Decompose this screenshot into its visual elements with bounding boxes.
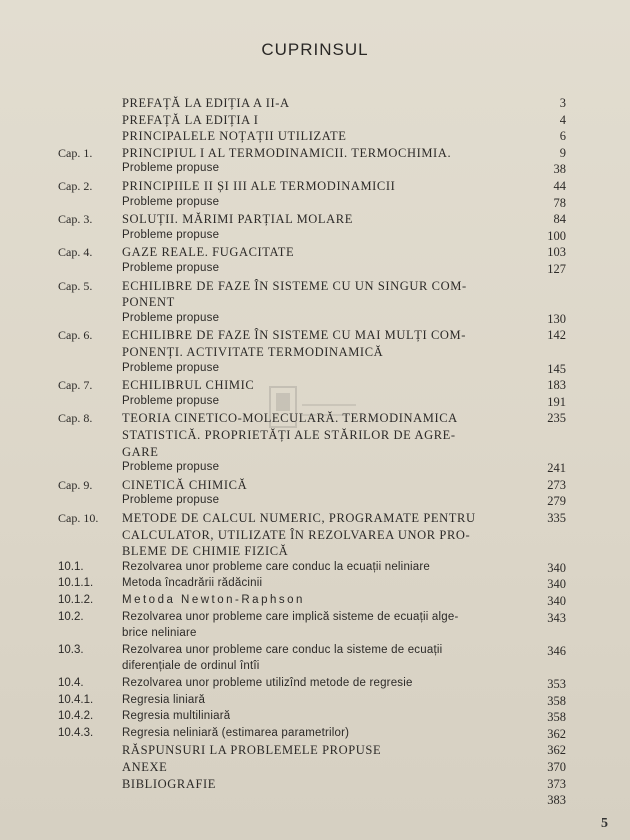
toc-row [0, 727, 630, 745]
entry-title: CINETICĂ CHIMICĂ [122, 477, 248, 492]
toc-row [0, 262, 630, 280]
watermark-logo [268, 385, 358, 445]
page-number: 362 [547, 726, 566, 741]
section-number: 10.1.1. [58, 577, 94, 590]
entry-title: brice neliniare [122, 627, 197, 640]
chapter-number: Cap. 5. [58, 278, 93, 293]
chapter-number: Cap. 1. [58, 145, 93, 160]
chapter-number: Cap. 3. [58, 212, 93, 227]
toc-row [0, 660, 630, 678]
page-number: 358 [547, 710, 566, 725]
entry-title: Probleme propuse [122, 228, 220, 241]
section-number: 10.4.3. [58, 726, 94, 739]
toc-row [0, 461, 630, 479]
entry-title: Probleme propuse [122, 461, 220, 474]
toc-row [0, 328, 630, 346]
entry-title: GARE [122, 444, 159, 459]
page-number: 130 [547, 311, 566, 326]
toc-row [0, 196, 630, 214]
page-number: 241 [547, 461, 566, 476]
toc-row [0, 710, 630, 728]
toc-row [0, 528, 630, 546]
page-number: 373 [547, 776, 566, 791]
page-number: 103 [547, 245, 566, 260]
page-number: 273 [547, 477, 566, 492]
chapter-number: Cap. 8. [58, 411, 93, 426]
entry-title: Rezolvarea unor probleme care conduc la ecuații neliniare [122, 560, 431, 573]
toc-row [0, 445, 630, 463]
toc-row [0, 312, 630, 330]
chapter-number: Cap. 4. [58, 245, 93, 260]
page-number: 362 [547, 743, 566, 758]
page-number: 279 [547, 494, 566, 509]
entry-title: PRINCIPIUL I AL TERMODINAMICII. TERMOCHIMIA. [122, 145, 452, 160]
toc-row [0, 611, 630, 629]
entry-title: Metoda încadrării rădăcinii [122, 577, 263, 590]
page-number: 340 [547, 594, 566, 608]
page-number: 78 [553, 195, 566, 210]
toc-row [0, 561, 630, 579]
section-number: 10.2. [58, 610, 84, 623]
entry-title: METODE DE CALCUL NUMERIC, PROGRAMATE PENTRU [122, 511, 476, 525]
page-number: 335 [547, 511, 566, 525]
entry-title: diferențiale de ordinul întîi [122, 660, 260, 673]
entry-title: ANEXE [122, 760, 168, 774]
page-number: 3 [559, 96, 566, 110]
entry-title: ECHILIBRE DE FAZE ÎN SISTEME CU MAI MULȚI COM- [122, 328, 467, 343]
entry-title: STATISTICĂ. PROPRIETĂȚI ALE STĂRILOR DE AGRE- [122, 428, 456, 442]
entry-title: PREFAȚĂ LA EDIȚIA I [122, 112, 259, 127]
section-number: 10.4. [58, 677, 84, 689]
section-number: 10.1.2. [58, 594, 94, 606]
entry-title: Probleme propuse [122, 195, 220, 208]
toc-row [0, 245, 630, 263]
chapter-number: Cap. 6. [58, 328, 93, 343]
page-number: 100 [547, 228, 566, 243]
toc-row [0, 627, 630, 645]
page-number: 235 [547, 411, 566, 426]
toc-row [0, 743, 630, 761]
entry-title: BLEME DE CHIMIE FIZICĂ [122, 544, 289, 559]
entry-title: GAZE REALE. FUGACITATE [122, 245, 295, 260]
toc-row [0, 146, 630, 164]
page-number: 44 [553, 179, 566, 193]
page-number: 191 [547, 394, 566, 409]
entry-title: Rezolvarea unor probleme utilizînd metode de regresie [122, 677, 413, 689]
toc-row [0, 777, 630, 795]
entry-title: Metoda Newton-Raphson [122, 594, 305, 606]
toc-row [0, 694, 630, 712]
page-corner-mark: 5 [601, 816, 608, 831]
entry-title: Probleme propuse [122, 311, 220, 324]
toc-row [0, 113, 630, 131]
entry-title: ECHILIBRUL CHIMIC [122, 378, 255, 393]
toc-row [0, 129, 630, 147]
section-number: 10.4.1. [58, 693, 94, 706]
page-number: 370 [547, 760, 566, 774]
page-number: 142 [547, 328, 566, 343]
toc-row [0, 179, 630, 197]
section-number: 10.1. [58, 560, 84, 573]
toc-row [0, 212, 630, 230]
page-number: 127 [547, 262, 566, 276]
entry-title: Probleme propuse [122, 361, 220, 374]
toc-row [0, 494, 630, 512]
toc-row [0, 295, 630, 313]
chapter-number: Cap. 9. [58, 477, 93, 492]
toc-row [0, 644, 630, 662]
entry-title: PRINCIPALELE NOȚAȚII UTILIZATE [122, 129, 347, 144]
entry-title: Rezolvarea unor probleme care implică sisteme de ecuații alge- [122, 610, 459, 623]
toc-row [0, 760, 630, 778]
section-number: 10.4.2. [58, 710, 94, 723]
page-number: 145 [547, 361, 566, 376]
page-number: 340 [547, 577, 566, 592]
page-number: 383 [547, 793, 566, 808]
toc-row [0, 577, 630, 595]
toc-row [0, 677, 630, 695]
section-number: 10.3. [58, 643, 84, 656]
chapter-number: Cap. 7. [58, 378, 93, 393]
entry-title: Regresia multiliniară [122, 710, 231, 723]
toc-row [0, 511, 630, 529]
entry-title: SOLUȚII. MĂRIMI PARȚIAL MOLARE [122, 212, 353, 227]
entry-title: Probleme propuse [122, 394, 220, 407]
entry-title: ECHILIBRE DE FAZE ÎN SISTEME CU UN SINGUR COM- [122, 278, 467, 293]
page-title: CUPRINSUL [261, 40, 369, 59]
toc-row [0, 345, 630, 363]
chapter-number: Cap. 10. [58, 511, 99, 525]
entry-title: Probleme propuse [122, 494, 220, 507]
entry-title: PONENT [122, 295, 175, 310]
page-number: 343 [547, 610, 566, 625]
toc-row [0, 162, 630, 180]
toc-row [0, 362, 630, 380]
toc-row [0, 478, 630, 496]
toc-row [0, 279, 630, 297]
page-number: 84 [553, 212, 566, 227]
page-number: 340 [547, 560, 566, 575]
chapter-number: Cap. 2. [58, 179, 93, 193]
entry-title: BIBLIOGRAFIE [122, 776, 217, 791]
page-number: 38 [553, 162, 566, 177]
entry-title: Regresia liniară [122, 693, 206, 706]
entry-title: CALCULATOR, UTILIZATE ÎN REZOLVAREA UNOR PRO- [122, 527, 471, 542]
page-number: 9 [559, 145, 566, 160]
toc-row [0, 594, 630, 612]
entry-title: PREFAȚĂ LA EDIȚIA A II-A [122, 96, 290, 110]
entry-title: Rezolvarea unor probleme care conduc la sisteme de ecuații [122, 643, 443, 656]
page-number: 4 [559, 112, 566, 127]
entry-title: PONENȚI. ACTIVITATE TERMODINAMICĂ [122, 345, 384, 359]
entry-title: PRINCIPIILE II ȘI III ALE TERMODINAMICII [122, 179, 396, 193]
page-number: 6 [559, 129, 566, 144]
page-number: 353 [547, 677, 566, 691]
entry-title: RĂSPUNSURI LA PROBLEMELE PROPUSE [122, 743, 382, 758]
toc-row [0, 544, 630, 562]
entry-title: TEORIA CINETICO-MOLECULARĂ. TERMODINAMICA [122, 411, 458, 426]
entry-title: Regresia neliniară (estimarea parametrilor) [122, 726, 350, 739]
entry-title: Probleme propuse [122, 162, 220, 175]
toc-row [0, 793, 630, 811]
page-number: 358 [547, 693, 566, 708]
toc-row [0, 229, 630, 247]
page-number: 346 [547, 643, 566, 658]
entry-title: Probleme propuse [122, 262, 220, 274]
toc-row [0, 96, 630, 114]
page-number: 183 [547, 378, 566, 393]
